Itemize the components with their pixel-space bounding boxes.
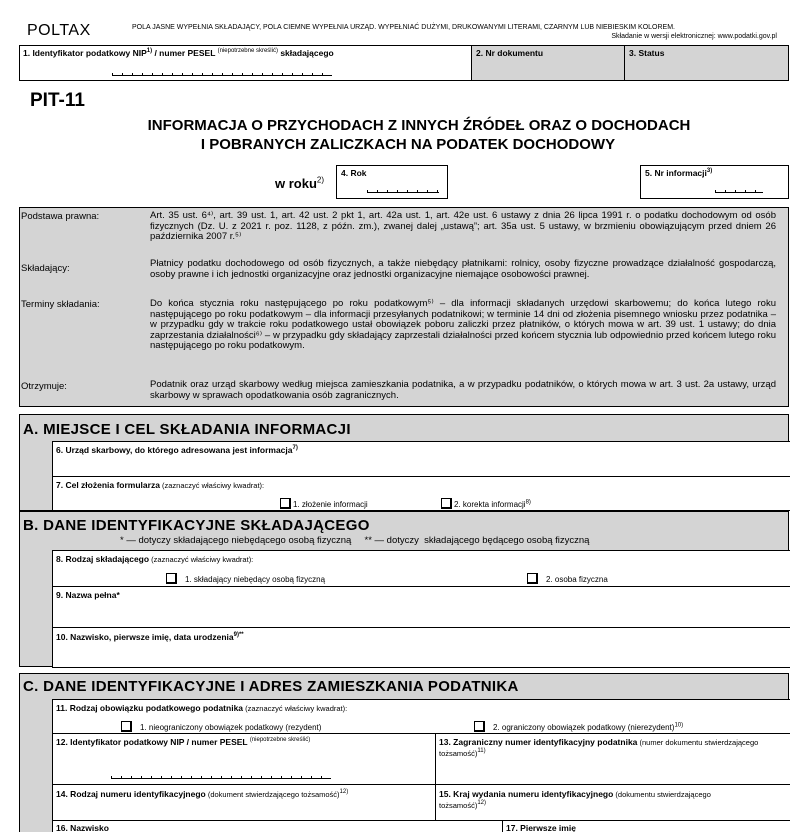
field-17-first-name[interactable] [502,820,790,832]
field-3-status [624,45,789,81]
option-non-natural-person[interactable]: 1. składający niebędący osobą fizyczną [166,569,325,587]
field-1-label: 1. Identyfikator podatkowy NIP$^{1)}$ / numer PESEL $^{(niepotrzebne skreślić)}$ składającego [23,48,334,58]
field-1-digit-ticks [112,73,332,76]
fill-instruction: POLA JASNE WYPEŁNIA SKŁADAJĄCY, POLA CIEMNE WYPEŁNIA URZĄD. WYPEŁNIAĆ DUŻYMI, DRUKOWANYMI LITERAMI, CZARNYM LUB NIEBIESKIM KOLOREM. [132,24,676,31]
field-15-label: 15. Kraj wydania numeru identyfikacyjnego (dokumentu stwierdzającego tożsamość)$^{12)}$ [439,789,711,810]
field-8-submitter-type [52,550,790,587]
section-b [19,511,789,667]
field-10-surname-name-birthdate[interactable] [52,627,790,668]
deadlines-label: Terminy składania: [21,299,100,310]
field-2-label: 2. Nr dokumentu [476,48,544,58]
option-natural-person[interactable]: 2. osoba fizyczna [527,569,608,587]
form-title-line-2: I POBRANYCH ZALICZKACH NA PODATEK DOCHODOWY [200,136,616,153]
checkbox-natural-person[interactable] [527,573,538,584]
field-17-label: 17. Pierwsze imię [506,823,576,832]
submitter-text: Płatnicy podatku dochodowego od osób fizycznych, a także niebędący płatnikami: rolnicy, osoby fizyczne prowadzące działalność gospodarczą, osoby prawne i ich jednostki organizacyjne oraz jednostki organizacyjne niemające osobowości prawnej. [150,258,776,280]
field-6-label: 6. Urząd skarbowy, do którego adresowana jest informacja$^{7)}$ [56,445,298,455]
section-a-title: A. MIEJSCE I CEL SKŁADANIA INFORMACJI [23,421,351,438]
option-non-resident[interactable]: 2. ograniczony obowiązek podatkowy (nierezydent)$^{10)}$ [474,717,683,735]
field-12-digit-ticks [111,776,331,779]
section-b-title: B. DANE IDENTYFIKACYJNE SKŁADAJĄCEGO [23,517,370,534]
field-12-label: 12. Identyfikator podatkowy NIP / numer PESEL $^{(niepotrzebne skreślić)}$ [56,737,311,747]
field-2-document-number [471,45,625,81]
field-8-label: 8. Rodzaj składającego (zaznaczyć właściwy kwadrat): [56,554,254,564]
field-13-label: 13. Zagraniczny numer identyfikacyjny podatnika (numer dokumentu stwierdzającego tożsamość)$^{11)}$ [439,737,759,758]
section-b-legend: * — dotyczy składającego niebędącego osobą fizyczną ** — dotyczy składającego będącego osobą fizyczną [120,535,590,546]
option-resident[interactable]: 1. nieograniczony obowiązek podatkowy (rezydent) [121,717,321,735]
field-7-purpose [52,476,790,511]
field-11-tax-obligation-type [52,699,790,734]
year-prefix: w roku$^{2)}$ [275,175,325,191]
option-submit-info[interactable]: 1. złożenie informacji [280,494,368,512]
form-title-line-1: INFORMACJA O PRZYCHODACH Z INNYCH ŹRÓDEŁ ORAZ O DOCHODACH [147,117,691,134]
field-5-label: 5. Nr informacji$^{3)}$ [645,168,713,178]
field-4-label: 4. Rok [341,168,367,178]
checkbox-non-resident[interactable] [474,721,485,732]
field-16-label: 16. Nazwisko [56,823,109,832]
field-6-tax-office[interactable] [52,441,790,477]
electronic-submission-note: Składanie w wersji elektronicznej: www.podatki.gov.pl [611,33,777,40]
form-code: PIT-11 [30,90,85,111]
section-c-title: C. DANE IDENTYFIKACYJNE I ADRES ZAMIESZKANIA PODATNIKA [23,678,519,695]
submitter-label: Składający: [21,263,70,274]
deadlines-text: Do końca stycznia roku następującego po roku podatkowym⁵⁾ – dla informacji składanych urzędowi skarbowemu; do końca lutego roku następującego po roku podatkowym – dla informacji przesyłanych podatnikowi; w terminie 14 dni od złożenia pisemnego wniosku przez podatnika – w przypadku gdy w trakcie roku podatkowego ustał obowiązek poboru zaliczki przez płatników, o których mowa w art. 39 ust. 1 ustawy; do dnia zaprzestania działalności⁶⁾ – w przypadku gdy składający zaprzestali działalności przed końcem stycznia lub odpowiednio przed końcem lutego roku następującego po roku podatkowym. [150,298,776,351]
section-c [19,673,789,832]
legal-basis-label: Podstawa prawna: [21,211,100,222]
section-a [19,414,789,511]
field-12-taxpayer-nip-pesel[interactable] [52,733,436,785]
field-14-label: 14. Rodzaj numeru identyfikacyjnego (dokument stwierdzającego tożsamość)$^{12)}$ [56,789,349,799]
recipient-text: Podatnik oraz urząd skarbowy według miejsca zamieszkania podatnika, a w przypadku podatników, o których mowa w art. 3 ust. 2a ustawy, urząd skarbowy w sprawach opodatkowania osób zagranicznych. [150,379,776,401]
field-7-label: 7. Cel złożenia formularza (zaznaczyć właściwy kwadrat): [56,480,265,490]
field-9-full-name[interactable] [52,586,790,628]
legal-basis-text: Art. 35 ust. 6⁴⁾, art. 39 ust. 1, art. 42 ust. 2 pkt 1, art. 42a ust. 1, art. 42e ust. 6 ustawy z dnia 26 lipca 1991 r. o podatku dochodowym od osób fizycznych (Dz. U. z 2021 r. poz. 1128, z późn. zm.), zwanej dalej „ustawą”; art. 35a ust. 5 ustawy, w brzmieniu obowiązującym przed dniem 26 października 2007 r.⁵⁾ [150,210,776,242]
field-16-surname[interactable] [52,820,503,832]
field-11-label: 11. Rodzaj obowiązku podatkowego podatnika (zaznaczyć właściwy kwadrat): [56,703,348,713]
field-4-digit-ticks [367,190,439,193]
field-3-label: 3. Status [629,48,665,58]
recipient-label: Otrzymuje: [21,381,67,392]
checkbox-submit-info[interactable] [280,498,291,509]
checkbox-correction[interactable] [441,498,452,509]
checkbox-resident[interactable] [121,721,132,732]
brand-logo: POLTAX [27,22,91,39]
field-9-label: 9. Nazwa pełna* [56,590,120,600]
field-5-digit-ticks [715,190,763,193]
field-14-id-number-type[interactable] [52,784,436,821]
field-13-foreign-id-number[interactable] [435,733,790,785]
field-1-nip-pesel[interactable] [19,45,472,81]
field-4-year[interactable] [336,165,448,199]
option-correction[interactable]: 2. korekta informacji$^{8)}$ [441,494,531,512]
field-15-id-issuing-country[interactable] [435,784,790,821]
legal-info-block [19,207,789,407]
checkbox-non-natural-person[interactable] [166,573,177,584]
field-5-info-number[interactable] [640,165,789,199]
field-10-label: 10. Nazwisko, pierwsze imię, data urodzenia$^{9)**}$ [56,632,244,642]
